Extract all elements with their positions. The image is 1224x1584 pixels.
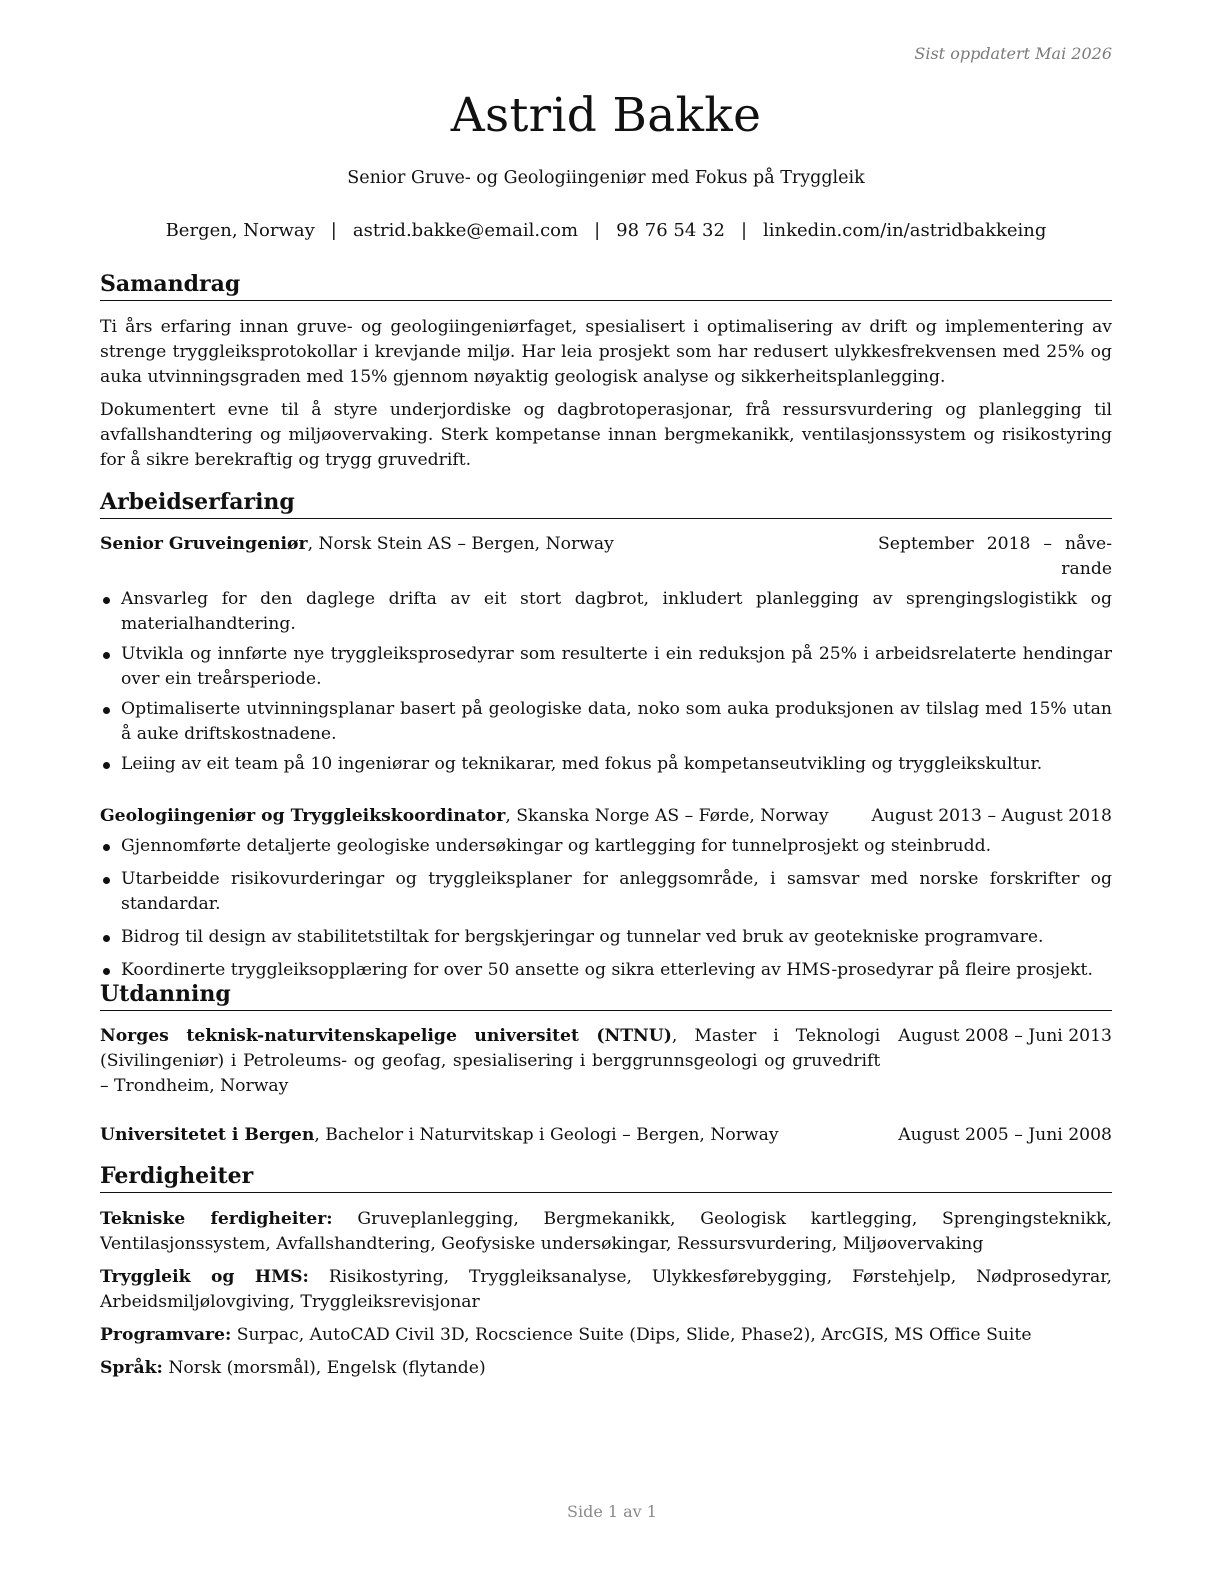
education-details: , Bachelor i Naturvitskap i Geologi – Bergen, Norway <box>314 1125 779 1145</box>
skill-values: Gruveplanlegging, Bergmekanikk, Geologisk kartlegging, Sprengingsteknikk, Ventilasjonssystem, Avfallshandtering, Geofysiske undersøkingar, Ressursvurdering, Miljøovervaking <box>100 1209 1112 1254</box>
summary-paragraph: Ti års erfaring innan gruve- og geologiingeniørfaget, spesialisert i optimalisering av drift og implementering av strenge tryggleiksprotokollar i krevjande miljø. Har leia prosjekt som har redusert ulykkesfrekvensen med 25% og auka utvinningsgraden med 15% gjennom nøyaktig geologisk analyse og sikkerheitsplanlegging. <box>100 317 1112 387</box>
job-bullet: Gjennomførte detaljerte geologiske undersøkingar og kartlegging for tunnelprosjekt og steinbrudd. <box>100 834 1112 859</box>
job-bullets <box>100 587 1112 777</box>
education-entry <box>100 1123 1112 1148</box>
education-school: Universitetet i Bergen <box>100 1125 315 1145</box>
skill-label: Tekniske ferdigheiter: <box>100 1209 333 1229</box>
skills-section <box>100 1162 1112 1381</box>
job-title-line <box>100 804 872 829</box>
skill-values: Risikostyring, Tryggleiksanalyse, Ulykkesførebygging, Førstehjelp, Nødprosedyrar, Arbeidsmiljølovgiving, Tryggleiksrevisjonar <box>100 1267 1112 1312</box>
headline: Senior Gruve- og Geologiingeniør med Fokus på Tryggleik <box>347 168 865 188</box>
skill-label: Språk: <box>100 1358 163 1378</box>
contact-separator: | <box>594 220 601 241</box>
contact-location: Bergen, Norway <box>165 220 315 241</box>
education-school: Norges teknisk-naturvitenskapelige universitet (NTNU) <box>100 1026 672 1046</box>
contact-separator: | <box>330 220 337 241</box>
education-description <box>100 1123 898 1148</box>
job-bullet: Utarbeidde risikovurderingar og tryggleiksplaner for anleggsområde, i samsvar med norske forskrifter og standardar. <box>100 867 1112 917</box>
job-header <box>100 804 1112 829</box>
job-header <box>100 532 1112 582</box>
job-role: Geologiingeniør og Tryggleikskoordinator <box>100 806 506 826</box>
contact-phone: 98 76 54 32 <box>616 220 725 241</box>
skill-values: Surpac, AutoCAD Civil 3D, Rocscience Suite (Dips, Slide, Phase2), ArcGIS, MS Office Suite <box>231 1325 1032 1345</box>
summary-paragraph: Dokumentert evne til å styre underjordiske og dagbrotoperasjonar, frå ressursvurdering og planlegging til avfallshandtering og miljøovervaking. Sterk kompetanse innan bergmekanikk, ventilasjonssystem og risikostyring for å sikre berekraftig og trygg gruvedrift. <box>100 400 1112 470</box>
job-company: , Norsk Stein AS – Bergen, Norway <box>307 534 614 554</box>
job-bullets <box>100 834 1112 983</box>
education-dates: August 2005 – Juni 2008 <box>898 1125 1112 1145</box>
education-dates: August 2008 – Juni 2013 <box>898 1026 1112 1046</box>
job-dates: August 2013 – August 2018 <box>871 806 1112 826</box>
skill-group <box>100 1356 1112 1381</box>
section-title-experience: Arbeidserfaring <box>100 488 1112 519</box>
summary-section <box>100 270 1112 473</box>
skill-values: Norsk (morsmål), Engelsk (flytande) <box>162 1358 486 1378</box>
job-entry <box>100 532 1112 777</box>
job-company: , Skanska Norge AS – Førde, Norway <box>505 806 829 826</box>
education-details: , Master i Teknologi (Sivilingeniør) i Petroleums- og geofag, spesialisering i berggrunnsgeologi og gruvedrift – Trondheim, Norway <box>100 1026 881 1096</box>
contact-separator: | <box>740 220 748 241</box>
skill-label: Programvare: <box>100 1325 232 1345</box>
job-role: Senior Gruveingeniør <box>100 534 308 554</box>
section-title-education: Utdanning <box>100 980 1112 1011</box>
job-title-line <box>100 532 878 557</box>
experience-section <box>100 488 1112 983</box>
education-entry <box>100 1024 1112 1099</box>
job-entry <box>100 804 1112 983</box>
candidate-name: Astrid Bakke <box>450 88 762 143</box>
section-title-summary: Samandrag <box>100 270 1112 301</box>
job-bullet: Bidrog til design av stabilitetstiltak for bergskjeringar og tunnelar ved bruk av geotekniske programvare. <box>100 925 1112 950</box>
contact-linkedin[interactable]: linkedin.com/in/astridbakkeing <box>763 220 1047 241</box>
job-bullet: Ansvarleg for den daglege drifta av eit stort dagbrot, inkludert planlegging av sprengingslogistikk og materialhandtering. <box>100 587 1112 637</box>
skill-group <box>100 1207 1112 1257</box>
contact-line <box>100 220 1112 241</box>
job-bullet: Leiing av eit team på 10 ingeniørar og teknikarar, med fokus på kompetanseutvikling og tryggleikskultur. <box>100 752 1112 777</box>
skill-group <box>100 1323 1112 1348</box>
job-dates: September 2018 – nåverande <box>878 534 1112 579</box>
job-bullet: Koordinerte tryggleiksopplæring for over 50 ansette og sikra etterleving av HMS-prosedyrar på fleire prosjekt. <box>100 958 1112 983</box>
resume-page <box>100 0 1112 1584</box>
job-bullet: Optimaliserte utvinningsplanar basert på geologiske data, noko som auka produksjonen av tilslag med 15% utan å auke driftskostnadene. <box>100 697 1112 747</box>
skill-group <box>100 1265 1112 1315</box>
page-footer: Side 1 av 1 <box>567 1502 657 1521</box>
last-updated: Sist oppdatert Mai 2026 <box>914 44 1112 63</box>
education-section <box>100 980 1112 1148</box>
skill-label: Tryggleik og HMS: <box>100 1267 309 1287</box>
contact-email[interactable]: astrid.bakke@email.com <box>352 220 579 241</box>
section-title-skills: Ferdigheiter <box>100 1162 1112 1193</box>
job-bullet: Utvikla og innførte nye tryggleiksprosedyrar som resulterte i ein reduksjon på 25% i arbeidsrelaterte hendingar over ein treårsperiode. <box>100 642 1112 692</box>
education-description <box>100 1024 898 1099</box>
